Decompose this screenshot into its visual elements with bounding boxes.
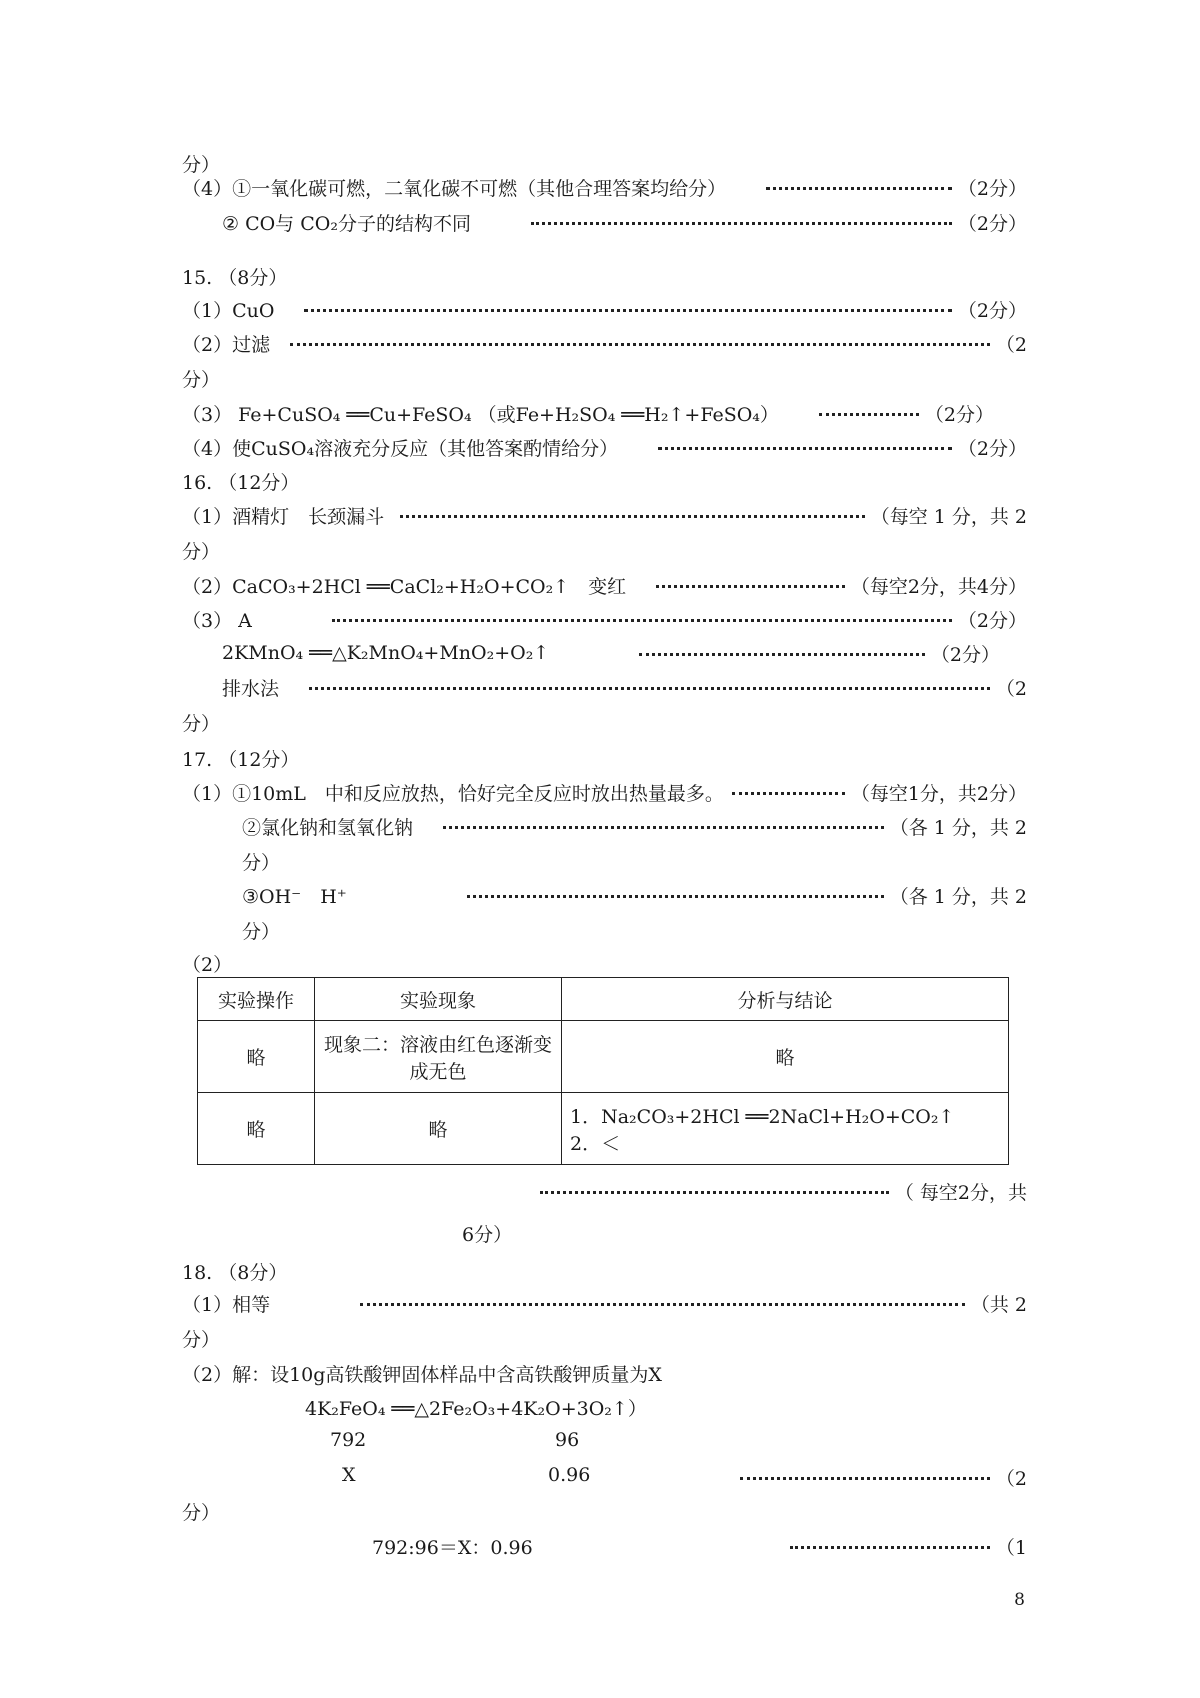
leader-dots [332,619,952,622]
continuation-text: 分） [182,154,221,176]
answer-line: （1）①10mL 中和反应放热，恰好完全反应时放出热量最多。 （每空1分，共2分） [182,782,1027,805]
answer-line: （3） A （2分） [182,609,1027,632]
answer-line: （1）酒精灯 长颈漏斗 （每空 1 分，共 2 [182,505,1027,528]
continuation-text: 分） [242,852,281,874]
table-header-cell: 分析与结论 [562,978,1009,1021]
leader-dots [309,687,990,690]
answer-line: （2）过滤 （2 [182,333,1027,356]
answer-line: 2KMnO₄ ══△K₂MnO₄+MnO₂+O₂↑ （2分） [222,642,1000,666]
leader-dots [540,1191,889,1194]
answer-line: （ 每空2分，共 [540,1174,1027,1208]
answer-line: （4）①一氧化碳可燃，二氧化碳不可燃（其他合理答案均给分） （2分） [182,177,1027,200]
subquestion-label: （2） [182,954,233,976]
equation: 4K₂FeO₄ ══△2Fe₂O₃+4K₂O+3O₂↑） [305,1398,647,1420]
page-number: 8 [1014,1590,1025,1610]
answer-line: （2 [740,1460,1027,1494]
leader-dots [766,187,952,190]
leader-dots [658,447,952,450]
leader-dots [467,895,884,898]
leader-dots [290,343,990,346]
answer-line: ② CO与 CO₂分子的结构不同 （2分） [222,212,1027,235]
table-cell: 现象二：溶液由红色逐渐变成无色 [315,1021,562,1093]
answer-line: （1）相等 （共 2 [182,1293,1027,1316]
leader-dots [360,1303,965,1306]
leader-dots [740,1477,990,1480]
table-row [198,1093,1009,1165]
variable: X [342,1464,356,1486]
question-number: 16. （12分） [182,472,300,494]
table-header-row [198,978,1009,1021]
question-number: 15. （8分） [182,267,288,289]
leader-dots [639,653,925,656]
mass-value: 96 [555,1429,580,1451]
answer-line: （4）使CuSO₄溶液充分反应（其他答案酌情给分） （2分） [182,437,1027,460]
continuation-text: 分） [182,1329,221,1351]
table-cell: 1．Na₂CO₃+2HCl ══2NaCl+H₂O+CO₂↑ 2．＜ [562,1093,1009,1165]
answer-line: （3） Fe+CuSO₄ ══Cu+FeSO₄ （或Fe+H₂SO₄ ══H₂↑+FeSO₄） （2分） [182,403,995,426]
answer-line: ②氯化钠和氢氧化钠 （各 1 分，共 2 [242,816,1027,839]
table-cell: 略 [198,1021,315,1093]
continuation-text: 6分） [462,1224,513,1246]
table-cell: 略 [198,1093,315,1165]
ratio-equation: 792:96＝X：0.96 [372,1537,533,1559]
leader-dots [400,515,865,518]
answer-line: ③OH⁻ H⁺ （各 1 分，共 2 [242,885,1027,908]
answer-line: 排水法 （2 [222,677,1027,700]
leader-dots [819,413,919,416]
solution-text: （2）解：设10g高铁酸钾固体样品中含高铁酸钾质量为X [182,1364,662,1386]
experiment-table [197,977,1009,1165]
mass-value: 792 [330,1429,367,1451]
question-number: 18. （8分） [182,1262,288,1284]
answer-line: （2）CaCO₃+2HCl ══CaCl₂+H₂O+CO₂↑ 变红 （每空2分，共4分） [182,575,1027,598]
leader-dots [531,222,952,225]
answer-line: （1）CuO （2分） [182,299,1027,322]
table-header-cell: 实验现象 [315,978,562,1021]
continuation-text: 分） [242,921,281,943]
leader-dots [443,826,884,829]
continuation-text: 分） [182,541,221,563]
table-cell: 略 [315,1093,562,1165]
leader-dots [304,309,951,312]
question-number: 17. （12分） [182,749,300,771]
table-cell: 略 [562,1021,1009,1093]
table-header-cell: 实验操作 [198,978,315,1021]
leader-dots [732,792,845,795]
table-row [198,1021,1009,1093]
mass-value: 0.96 [548,1464,591,1486]
continuation-text: 分） [182,369,221,391]
leader-dots [790,1546,990,1549]
continuation-text: 分） [182,713,221,735]
leader-dots [656,585,845,588]
continuation-text: 分） [182,1502,221,1524]
answer-line: （1 [790,1529,1027,1563]
